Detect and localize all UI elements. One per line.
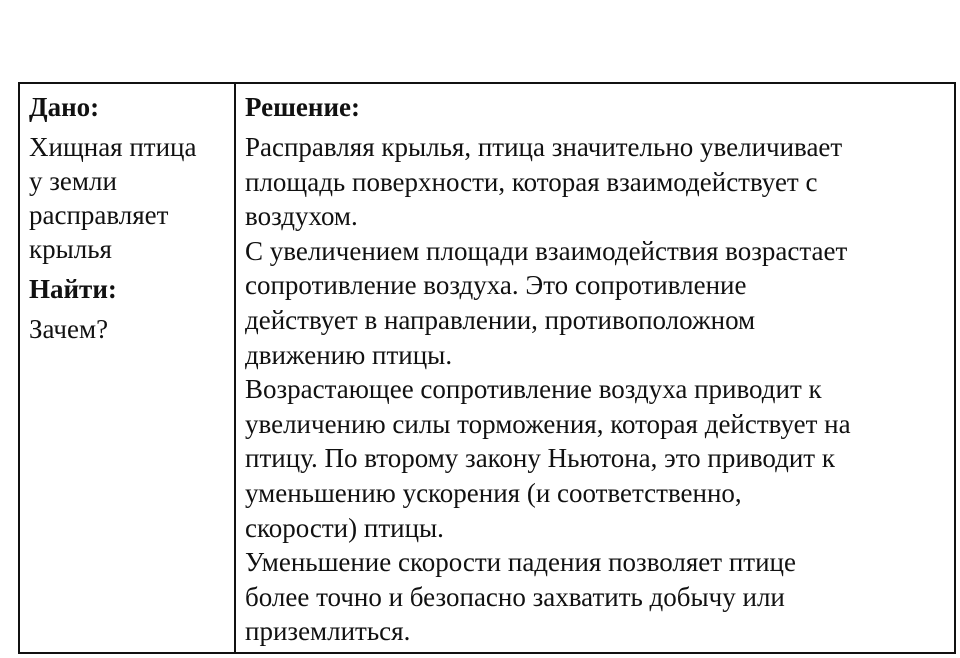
solution-heading: Решение: xyxy=(245,92,360,122)
given-heading: Дано: xyxy=(29,92,100,122)
solution-line: сопротивление воздуха. Это сопротивление xyxy=(245,270,747,301)
solution-line: воздухом. xyxy=(245,201,358,232)
solution-line: С увеличением площади взаимодействия возрастает xyxy=(245,235,848,266)
solution-line: действует в направлении, противоположном xyxy=(245,304,756,335)
solution-line: скорости) птицы. xyxy=(245,512,444,543)
solution-line: увеличению силы торможения, которая действует на xyxy=(245,408,851,439)
given-text: Хищная птица у земли расправляет крылья xyxy=(29,132,197,264)
solution-line: приземлиться. xyxy=(245,616,411,647)
solution-table xyxy=(18,82,956,654)
find-text: Зачем? xyxy=(29,314,109,344)
solution-line: птицу. По второму закону Ньютона, это приводит к xyxy=(245,443,835,474)
solution-line: Расправляя крылья, птица значительно увеличивает xyxy=(245,132,843,162)
solution-line: движению птицы. xyxy=(245,339,453,370)
solution-body xyxy=(245,130,954,649)
solution-line: более точно и безопасно захватить добычу или xyxy=(245,581,785,612)
solution-line: Возрастающее сопротивление воздуха приводит к xyxy=(245,374,822,405)
given-column xyxy=(20,84,236,652)
solution-column xyxy=(236,84,954,652)
solution-line: уменьшению ускорения (и соответственно, xyxy=(245,477,742,508)
find-heading: Найти: xyxy=(29,274,117,304)
solution-line: площадь поверхности, которая взаимодействует с xyxy=(245,166,818,197)
solution-line: Уменьшение скорости падения позволяет птице xyxy=(245,547,796,578)
